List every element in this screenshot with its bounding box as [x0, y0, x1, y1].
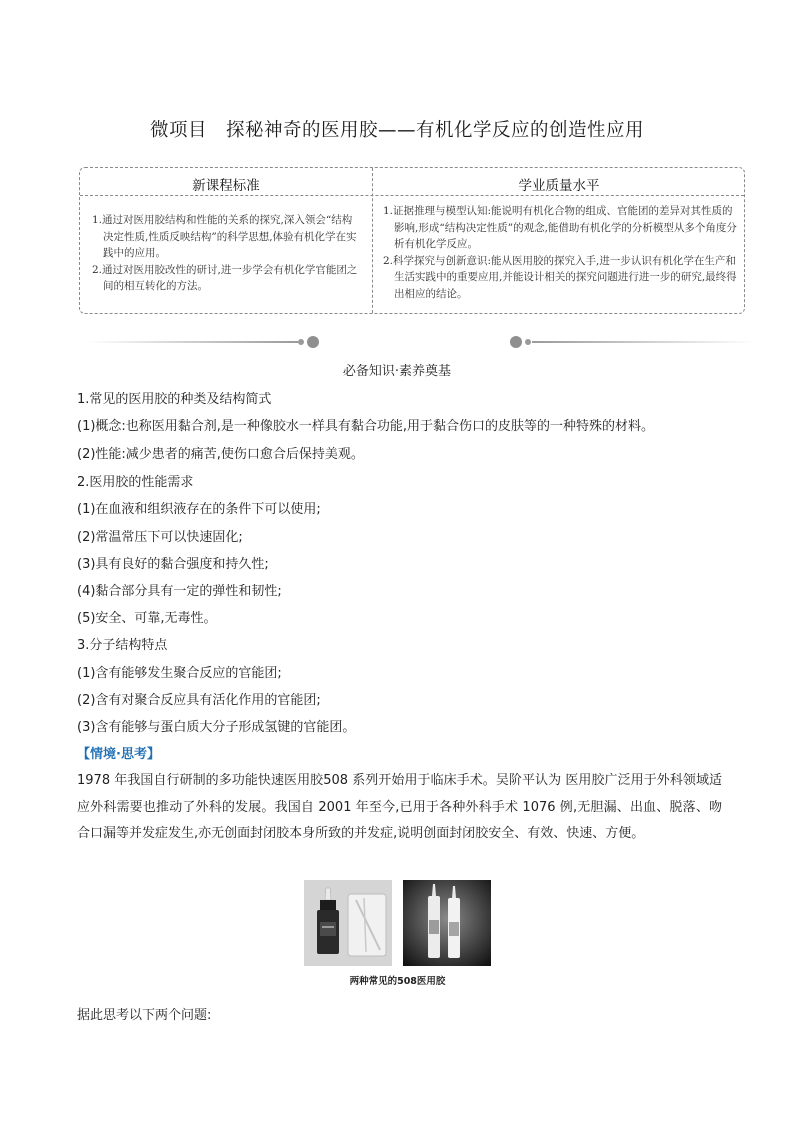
decorative-divider-right	[508, 335, 756, 349]
quality-level-column	[383, 203, 741, 303]
standards-header-row	[80, 168, 744, 196]
list-item: (2)常温常压下可以快速固化;	[77, 530, 243, 545]
situation-paragraph	[77, 768, 722, 848]
curriculum-standards-column	[92, 212, 360, 295]
list-item: (4)黏合部分具有一定的弹性和韧性;	[77, 584, 282, 599]
quality-level-item: 1.证据推理与模型认知:能说明有机化合物的组成、官能团的差异对其性质的影响,形成“结构决定性质”的观念,能借助有机化学的分析模型从多个角度分析有机化学反应。	[383, 205, 737, 251]
page-title: 微项目 探秘神奇的医用胶——有机化学反应的创造性应用	[149, 120, 644, 141]
closing-text: 据此思考以下两个问题:	[77, 1008, 212, 1023]
situation-text: 1978 年我国自行研制的多功能快速医用胶508 系列开始用于临床手术。吴阶平认为 医用胶广泛用于外科领域适应外科需要也推动了外科的发展。我国自 2001 年至今,已用于各种外科手术 1076 例,无胆漏、出血、脱落、吻合口漏等并发症发生,亦无创面封闭胶本身所致的并发症,说明创面封闭胶安全、有效、快速、方便。	[77, 773, 722, 841]
heading-1: 1.常见的医用胶的种类及结构简式	[77, 392, 272, 407]
list-item: (1)概念:也称医用黏合剂,是一种像胶水一样具有黏合功能,用于黏合伤口的皮肤等的一种特殊的材料。	[77, 419, 655, 434]
heading-2: 2.医用胶的性能需求	[77, 475, 194, 490]
list-item: (3)具有良好的黏合强度和持久性;	[77, 557, 269, 572]
quality-level-item: 2.科学探究与创新意识:能从医用胶的探究入手,进一步认识有机化学在生产和生活实践中的重要应用,并能设计相关的探究问题进行进一步的研究,最终得出相应的结论。	[383, 254, 737, 300]
glue-bottle-photo	[304, 880, 392, 966]
list-item: (1)含有能够发生聚合反应的官能团;	[77, 666, 282, 681]
curriculum-standard-item: 1.通过对医用胶结构和性能的关系的探究,深入领会“结构决定性质,性质反映结构”的科学思想,体验有机化学在实践中的应用。	[92, 214, 357, 260]
list-item: (1)在血液和组织液存在的条件下可以使用;	[77, 502, 321, 517]
standards-header-right: 学业质量水平	[518, 178, 600, 194]
list-item: (5)安全、可靠,无毒性。	[77, 611, 217, 626]
list-item: (2)性能:减少患者的痛苦,使伤口愈合后保持美观。	[77, 447, 364, 462]
section-heading: 必备知识·素养奠基	[342, 364, 452, 379]
figure-caption: 两种常见的508医用胶	[349, 976, 446, 987]
situation-label: 【情境·思考】	[77, 747, 160, 762]
list-item: (3)含有能够与蛋白质大分子形成氢键的官能团。	[77, 720, 356, 735]
standards-table	[79, 167, 745, 314]
heading-3: 3.分子结构特点	[77, 638, 168, 653]
glue-tubes-photo	[403, 880, 491, 966]
decorative-divider-left	[88, 335, 324, 349]
standards-header-left: 新课程标准	[192, 178, 260, 194]
list-item: (2)含有对聚合反应具有活化作用的官能团;	[77, 693, 321, 708]
curriculum-standard-item: 2.通过对医用胶改性的研讨,进一步学会有机化学官能团之间的相互转化的方法。	[92, 263, 358, 293]
column-divider	[372, 168, 373, 313]
